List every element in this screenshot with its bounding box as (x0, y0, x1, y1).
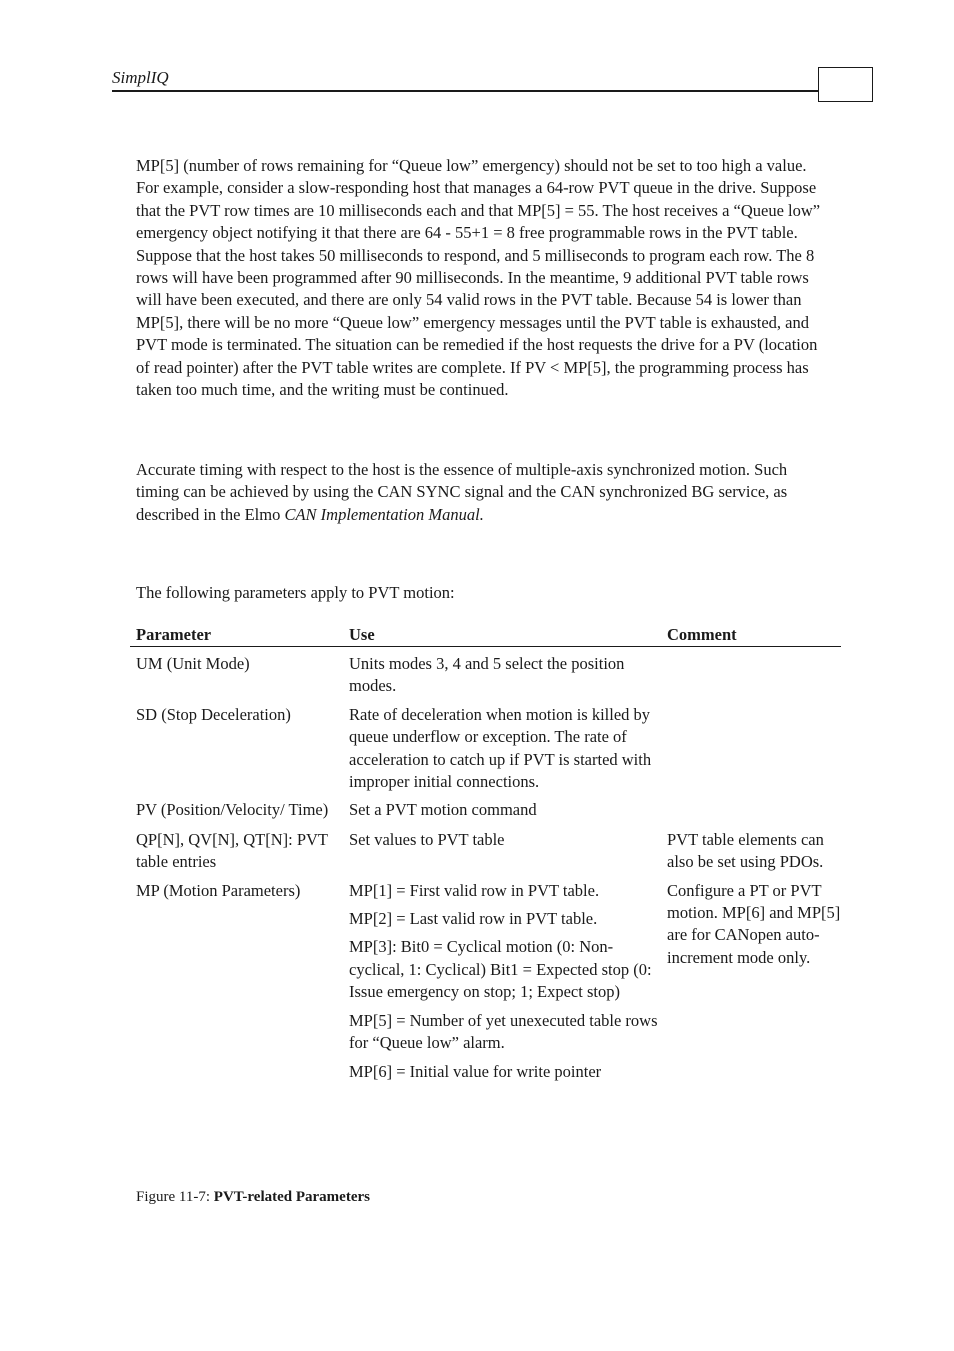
figure-caption (136, 1187, 370, 1207)
header-use: Use (349, 625, 375, 644)
row-parameter: UM (Unit Mode) (136, 654, 250, 673)
timing-text: Accurate timing with respect to the host is the essence of multiple-axis synchronized motion. Such timing can be achieved by using the CAN SYNC signal and the CAN synchronized BG service, as described in the Elmo (136, 460, 788, 524)
caption-title: PVT-related Parameters (213, 1189, 370, 1205)
body-paragraph-timing (136, 459, 816, 526)
row-use (343, 880, 661, 1083)
use-line: MP[6] = Initial value for write pointer (349, 1061, 602, 1081)
row-comment (661, 799, 841, 821)
header-parameter: Parameter (136, 625, 212, 644)
row-parameter: MP (Motion Parameters) (136, 880, 301, 900)
row-comment (661, 704, 841, 794)
use-line: Set values to PVT table (349, 829, 505, 849)
parameters-table (130, 624, 841, 1083)
row-use (343, 799, 661, 821)
manual-reference: CAN Implementation Manual. (284, 504, 484, 524)
table-row (130, 653, 841, 698)
table-header (130, 624, 841, 647)
use-line: MP[1] = First valid row in PVT table. (349, 880, 600, 900)
row-parameter: QP[N], QV[N], QT[N]: PVT table entries (136, 829, 328, 872)
row-parameter: PV (Position/Velocity/ Time) (136, 800, 329, 820)
row-parameter: SD (Stop Deceleration) (136, 704, 291, 724)
use-line: Set a PVT motion command (349, 800, 537, 820)
use-line: MP[3]: Bit0 = Cyclical motion (0: Non-cyclical, 1: Cyclical) Bit1 = Expected stop (0: Issue emergency on stop; 1; Expect stop) (349, 937, 652, 1002)
table-row (130, 799, 841, 821)
use-line: MP[5] = Number of yet unexecuted table rows for “Queue low” alarm. (349, 1010, 658, 1053)
header-title: SimplIQ (112, 68, 169, 87)
row-use (343, 704, 661, 794)
caption-prefix: Figure 11-7: (136, 1189, 214, 1205)
row-comment (661, 653, 841, 698)
row-use (343, 829, 661, 874)
table-row (130, 829, 841, 874)
row-comment: Configure a PT or PVT motion. MP[6] and MP[5] are for CANopen auto-increment mode only. (667, 880, 841, 967)
header-comment: Comment (667, 625, 737, 644)
table-row (130, 704, 841, 794)
table-row (130, 880, 841, 1083)
row-use (343, 653, 661, 698)
table-intro: The following parameters apply to PVT motion: (136, 583, 455, 602)
page-number-box (818, 67, 873, 102)
use-line: Units modes 3, 4 and 5 select the position modes. (349, 654, 625, 696)
use-line: Rate of deceleration when motion is killed by queue underflow or exception. The rate of acceleration to catch up if PVT is started with improper initial connections. (349, 704, 652, 792)
header-rule (112, 90, 818, 92)
use-line: MP[2] = Last valid row in PVT table. (349, 909, 598, 929)
row-comment: PVT table elements can also be set using PDOs. (667, 829, 824, 872)
body-paragraph-queue-low: MP[5] (number of rows remaining for “Queue low” emergency) should not be set to too high a value. For example, consider a slow-responding host that manages a 64-row PVT queue in the drive. Suppose that the PVT row times are 10 milliseconds each and that MP[5] = 55. The host receives a “Queue low” emergency object notifying it that there are 64 - 55+1 = 8 free programmable rows in the PVT table. Suppose that the host takes 50 milliseconds to respond, and 5 milliseconds to program each row. The 8 rows will have been programmed after 90 milliseconds. In the meantime, 9 additional PVT table rows will have been executed, and there are only 54 valid rows in the PVT table. Because 54 is lower than MP[5], there will be no more “Queue low” emergency messages until the PVT table is exhausted, and PVT mode is terminated. The situation can be remedied if the host requests the drive for a PV (location of read pointer) after the PVT table writes are complete. If PV < MP[5], the programming process has taken too much time, and the writing must be continued. (136, 156, 821, 400)
